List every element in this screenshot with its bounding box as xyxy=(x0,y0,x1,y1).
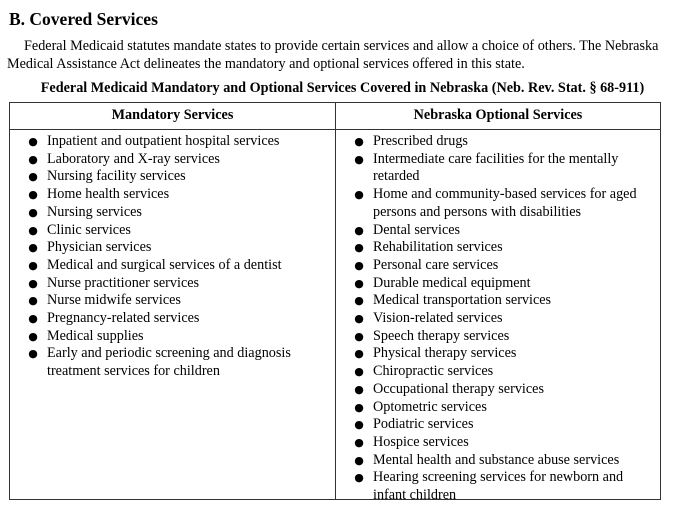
bullet-icon: ● xyxy=(354,294,364,308)
optional-service-item xyxy=(336,452,658,470)
optional-service-item-text: Vision-related services xyxy=(373,310,503,327)
optional-service-item xyxy=(336,186,658,221)
bullet-icon: ● xyxy=(354,188,364,202)
mandatory-service-item xyxy=(10,345,332,380)
mandatory-service-item xyxy=(10,133,332,151)
mandatory-service-item xyxy=(10,186,332,204)
bullet-icon: ● xyxy=(28,223,38,237)
optional-service-item xyxy=(336,434,658,452)
mandatory-service-item-text: Early and periodic screening and diagnosis treatment services for children xyxy=(47,345,291,380)
bullet-icon: ● xyxy=(28,347,38,361)
mandatory-service-item-text: Clinic services xyxy=(47,221,131,238)
optional-services-header: Nebraska Optional Services xyxy=(413,107,583,123)
bullet-icon: ● xyxy=(28,170,38,184)
bullet-icon: ● xyxy=(354,382,364,396)
mandatory-service-item xyxy=(10,292,332,310)
bullet-icon: ● xyxy=(354,152,364,166)
optional-service-item xyxy=(336,239,658,257)
optional-service-item-text: Podiatric services xyxy=(373,416,474,433)
bullet-icon: ● xyxy=(354,435,364,449)
mandatory-service-item xyxy=(10,328,332,346)
optional-service-item-text: Occupational therapy services xyxy=(373,380,544,397)
optional-service-item xyxy=(336,345,658,363)
optional-service-item xyxy=(336,328,658,346)
bullet-icon: ● xyxy=(28,276,38,290)
bullet-icon: ● xyxy=(354,258,364,272)
bullet-icon: ● xyxy=(28,188,38,202)
optional-service-item-text: Speech therapy services xyxy=(373,327,510,344)
mandatory-services-list xyxy=(10,133,332,381)
bullet-icon: ● xyxy=(354,241,364,255)
bullet-icon: ● xyxy=(28,329,38,343)
bullet-icon: ● xyxy=(28,294,38,308)
optional-service-item-text: Prescribed drugs xyxy=(373,133,468,149)
optional-service-item-text: Optometric services xyxy=(373,398,487,415)
optional-service-item-text: Hearing screening services for newborn and infant children xyxy=(373,469,624,504)
mandatory-service-item-text: Nurse midwife services xyxy=(47,292,181,309)
optional-service-item-text: Medical transportation services xyxy=(373,292,552,309)
optional-service-item xyxy=(336,399,658,417)
bullet-icon: ● xyxy=(28,152,38,166)
optional-service-item-text: Rehabilitation services xyxy=(373,239,503,256)
bullet-icon: ● xyxy=(354,347,364,361)
mandatory-service-item xyxy=(10,151,332,169)
mandatory-service-item xyxy=(10,168,332,186)
optional-service-item-text: Home and community-based services for aged persons and persons with disabilities xyxy=(373,186,637,220)
optional-service-item-text: Physical therapy services xyxy=(373,345,517,362)
mandatory-service-item xyxy=(10,275,332,293)
optional-service-item-text: Personal care services xyxy=(373,256,499,273)
optional-service-item xyxy=(336,275,658,293)
bullet-icon: ● xyxy=(28,205,38,219)
section-heading: B. Covered Services xyxy=(9,9,158,29)
bullet-icon: ● xyxy=(354,453,364,467)
intro-paragraph: Federal Medicaid statutes mandate states to provide certain services and allow a choice of others. The Nebraska Medical Assistance Act delineates the mandatory and optional services offered in this state. xyxy=(7,38,659,72)
optional-service-item xyxy=(336,381,658,399)
bullet-icon: ● xyxy=(28,258,38,272)
mandatory-service-item-text: Home health services xyxy=(47,186,170,203)
bullet-icon: ● xyxy=(354,400,364,414)
bullet-icon: ● xyxy=(354,135,364,148)
optional-service-item xyxy=(336,363,658,381)
bullet-icon: ● xyxy=(354,276,364,290)
mandatory-service-item-text: Inpatient and outpatient hospital services xyxy=(47,133,280,149)
table-caption: Federal Medicaid Mandatory and Optional Services Covered in Nebraska (Neb. Rev. Stat. § 68-911) xyxy=(40,80,645,96)
mandatory-service-item-text: Laboratory and X-ray services xyxy=(47,150,220,167)
optional-service-item-text: Dental services xyxy=(373,221,461,238)
bullet-icon: ● xyxy=(354,312,364,326)
mandatory-service-item xyxy=(10,204,332,222)
optional-service-item xyxy=(336,222,658,240)
mandatory-service-item xyxy=(10,257,332,275)
bullet-icon: ● xyxy=(28,312,38,326)
bullet-icon: ● xyxy=(354,418,364,432)
bullet-icon: ● xyxy=(28,135,38,148)
mandatory-service-item xyxy=(10,310,332,328)
mandatory-service-item-text: Medical supplies xyxy=(47,327,144,344)
optional-service-item xyxy=(336,292,658,310)
optional-service-item-text: Hospice services xyxy=(373,433,469,450)
mandatory-services-header: Mandatory Services xyxy=(111,107,234,123)
mandatory-service-item-text: Nurse practitioner services xyxy=(47,274,200,291)
optional-service-item-text: Durable medical equipment xyxy=(373,274,531,291)
optional-services-list xyxy=(336,133,658,505)
bullet-icon: ● xyxy=(354,471,364,485)
mandatory-service-item-text: Medical and surgical services of a dentist xyxy=(47,256,282,273)
optional-service-item-text: Mental health and substance abuse services xyxy=(373,451,620,468)
bullet-icon: ● xyxy=(354,223,364,237)
optional-service-item-text: Intermediate care facilities for the mentally retarded xyxy=(373,150,619,185)
optional-service-item-text: Chiropractic services xyxy=(373,363,494,380)
optional-service-item xyxy=(336,257,658,275)
mandatory-service-item-text: Nursing services xyxy=(47,203,142,220)
optional-service-item xyxy=(336,310,658,328)
mandatory-service-item-text: Nursing facility services xyxy=(47,168,186,185)
bullet-icon: ● xyxy=(354,365,364,379)
optional-service-item xyxy=(336,416,658,434)
optional-service-item xyxy=(336,133,658,151)
mandatory-service-item-text: Physician services xyxy=(47,239,152,256)
services-table xyxy=(9,102,661,504)
optional-service-item xyxy=(336,151,658,186)
bullet-icon: ● xyxy=(28,241,38,255)
optional-service-item xyxy=(336,469,658,504)
mandatory-service-item xyxy=(10,239,332,257)
bullet-icon: ● xyxy=(354,329,364,343)
mandatory-service-item xyxy=(10,222,332,240)
mandatory-service-item-text: Pregnancy-related services xyxy=(47,310,200,327)
